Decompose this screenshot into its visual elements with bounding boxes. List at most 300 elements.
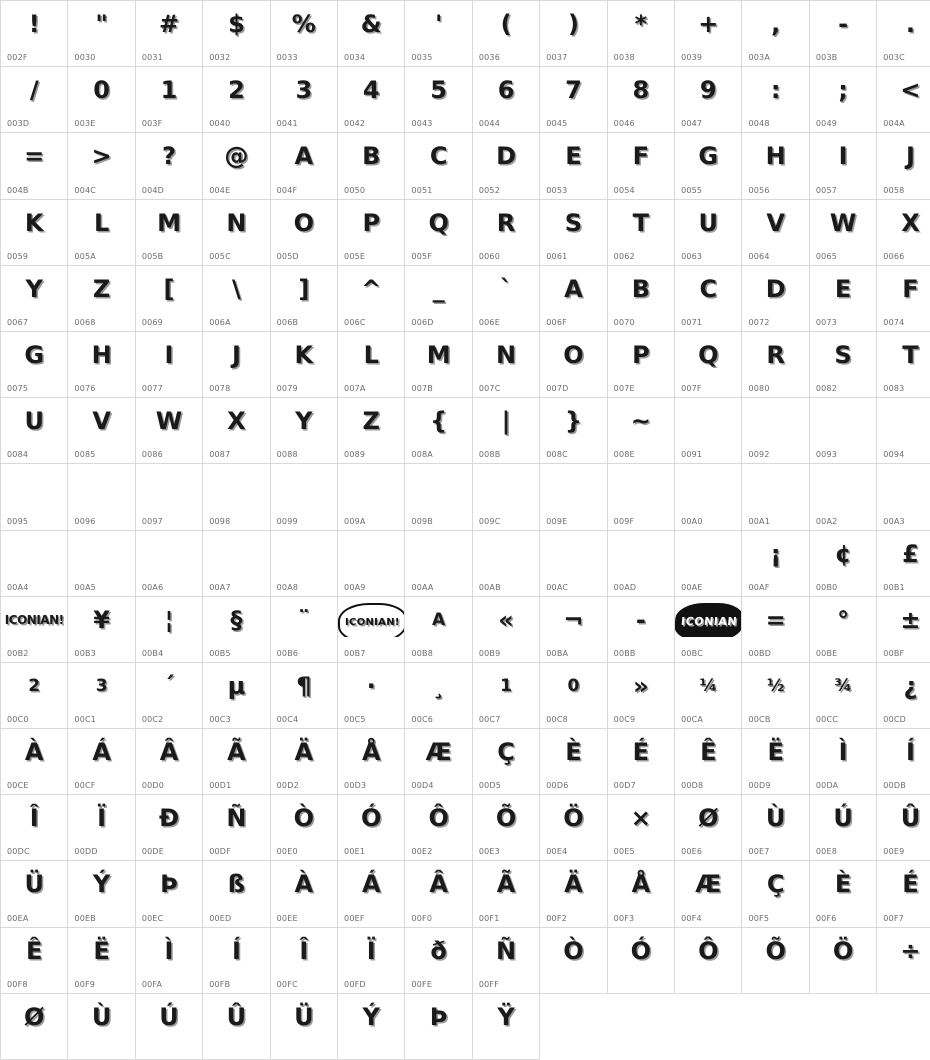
- character-code: 004D: [141, 185, 165, 195]
- character-code: 00F2: [546, 913, 567, 923]
- character-code: 0080: [748, 384, 770, 394]
- character-code: 00B4: [141, 648, 164, 658]
- character-code: 005C: [209, 251, 231, 261]
- glyph-preview: ;: [838, 76, 848, 105]
- character-code: 00DA: [815, 781, 839, 791]
- character-code: 00F7: [883, 913, 904, 923]
- glyph-preview: T: [902, 340, 919, 369]
- glyph-preview: À: [24, 738, 44, 767]
- character-code: 0030: [74, 53, 96, 63]
- character-code: 004A: [883, 119, 905, 129]
- character-code: 0056: [748, 185, 770, 195]
- character-code: 004F: [276, 185, 298, 195]
- glyph-preview: Ä: [564, 870, 583, 899]
- character-cell[interactable]: [135, 979, 202, 1059]
- character-code: 0067: [7, 317, 29, 327]
- character-code: 00EF: [344, 913, 365, 923]
- glyph-preview: F: [902, 274, 919, 303]
- character-code: 0072: [748, 317, 770, 327]
- character-code: 0094: [883, 450, 905, 460]
- glyph-preview: ¨: [297, 605, 310, 634]
- character-code: 00AC: [546, 582, 569, 592]
- character-code: 0054: [613, 185, 635, 195]
- glyph-preview: Ë: [767, 738, 784, 767]
- glyph-preview: >: [91, 142, 112, 171]
- glyph-preview: Î: [299, 936, 309, 965]
- character-code: 0042: [344, 119, 366, 129]
- character-code: 00C3: [209, 715, 231, 725]
- character-code: 00F6: [815, 913, 837, 923]
- character-cell-empty: [540, 993, 607, 1059]
- character-map-row: [1, 530, 930, 596]
- character-code: 00E8: [815, 847, 837, 857]
- character-code: 0045: [546, 119, 568, 129]
- glyph-preview: Õ: [495, 804, 517, 833]
- character-code: 00B3: [74, 648, 96, 658]
- glyph-preview: Ÿ: [497, 1002, 515, 1031]
- character-code: 00B7: [344, 648, 366, 658]
- character-code: 003C: [883, 53, 905, 63]
- character-code: 00C9: [613, 715, 636, 725]
- character-cell[interactable]: [1, 979, 68, 1059]
- glyph-preview: <: [900, 76, 921, 105]
- character-map-row: [1, 331, 930, 397]
- character-code: 0069: [141, 317, 163, 327]
- character-code: 0085: [74, 450, 96, 460]
- glyph-preview: ·: [366, 671, 376, 700]
- character-code: 00BA: [546, 648, 569, 658]
- glyph-preview: ð: [430, 936, 447, 965]
- glyph-preview: 6: [497, 76, 515, 105]
- glyph-preview: Y: [295, 407, 313, 436]
- glyph-preview: -: [838, 10, 849, 38]
- character-code: 00EC: [141, 913, 164, 923]
- glyph-preview: Ú: [159, 1002, 179, 1031]
- glyph-preview: É: [632, 738, 650, 767]
- glyph-preview: °: [837, 605, 850, 634]
- glyph-preview: =: [765, 605, 786, 634]
- character-code: 00ED: [209, 913, 232, 923]
- glyph-preview: Ý: [362, 1002, 380, 1031]
- character-code: 00FF: [478, 979, 500, 989]
- glyph-preview: +: [698, 10, 719, 38]
- character-cell-empty: [877, 993, 930, 1059]
- glyph-preview: Ì: [838, 738, 848, 767]
- character-code: 00EE: [276, 913, 298, 923]
- character-code: 00E3: [478, 847, 500, 857]
- character-code: 0099: [276, 516, 298, 526]
- character-cell[interactable]: [809, 913, 876, 993]
- character-code: 00D4: [411, 781, 434, 791]
- character-map-row: [1, 67, 930, 133]
- character-code: 005E: [344, 251, 366, 261]
- character-map-row: [1, 1, 930, 67]
- glyph-preview: µ: [227, 671, 246, 700]
- character-code: 00FB: [209, 979, 231, 989]
- character-code: 00E6: [681, 847, 703, 857]
- glyph-preview: I: [164, 340, 174, 369]
- character-code: 003D: [7, 119, 30, 129]
- glyph-preview: Ã: [496, 870, 516, 899]
- character-code: 0071: [681, 317, 703, 327]
- character-code: 006B: [276, 317, 299, 327]
- glyph-preview: R: [766, 340, 785, 369]
- character-code: 00C7: [478, 715, 501, 725]
- character-code: 00B8: [411, 648, 433, 658]
- character-code: 0087: [209, 450, 231, 460]
- character-code: 0063: [681, 251, 703, 261]
- glyph-preview: N: [496, 340, 517, 369]
- character-code: 0031: [141, 53, 163, 63]
- glyph-preview: ,: [771, 10, 781, 38]
- character-code: 006D: [411, 317, 434, 327]
- glyph-preview: C: [429, 142, 448, 171]
- glyph-preview: ¿: [903, 671, 918, 700]
- glyph-preview: 2: [28, 675, 41, 696]
- character-code: 0040: [209, 119, 231, 129]
- character-code: 008A: [411, 450, 433, 460]
- character-code: 00FD: [344, 979, 366, 989]
- character-cell[interactable]: [405, 979, 472, 1059]
- glyph-preview: Ê: [26, 936, 43, 965]
- glyph-preview: ¢: [834, 539, 852, 568]
- character-map-body: [1, 1, 930, 1060]
- character-code: 00F0: [411, 913, 433, 923]
- character-code: 005B: [141, 251, 164, 261]
- character-code: 00A2: [815, 516, 838, 526]
- character-code: 00E9: [883, 847, 905, 857]
- glyph-preview: «: [498, 605, 514, 634]
- glyph-preview: Q: [428, 208, 449, 237]
- glyph-preview: ß: [227, 870, 246, 899]
- glyph-preview: .: [905, 10, 916, 38]
- glyph-preview: ×: [630, 804, 651, 833]
- glyph-preview: -: [635, 605, 646, 634]
- character-code: 0089: [344, 450, 366, 460]
- glyph-preview: R: [496, 208, 516, 237]
- glyph-preview: È: [565, 738, 582, 767]
- glyph-preview: W: [829, 208, 857, 237]
- character-code: 00CD: [883, 715, 907, 725]
- character-code: 00A0: [681, 516, 703, 526]
- character-code: 00C4: [276, 715, 299, 725]
- character-code: 0032: [209, 53, 231, 63]
- glyph-preview: J: [906, 142, 915, 171]
- character-code: 00B0: [815, 582, 838, 592]
- glyph-preview: Á: [361, 870, 381, 899]
- glyph-preview: Ù: [91, 1002, 112, 1031]
- glyph-preview: Â: [159, 738, 179, 767]
- character-code: 00DB: [883, 781, 906, 791]
- character-code: 00D1: [209, 781, 232, 791]
- character-code: 008C: [546, 450, 568, 460]
- character-cell[interactable]: [338, 979, 405, 1059]
- glyph-preview: Ô: [428, 804, 449, 833]
- character-cell[interactable]: [742, 913, 809, 993]
- glyph-preview: ¾: [834, 675, 852, 696]
- glyph-preview: Ü: [24, 870, 44, 899]
- character-code: 00E4: [546, 847, 568, 857]
- character-code: 00E5: [613, 847, 635, 857]
- glyph-preview: H: [765, 142, 786, 171]
- glyph-preview: ¥: [93, 605, 110, 634]
- glyph-preview: G: [24, 340, 45, 369]
- glyph-preview: S: [564, 208, 583, 237]
- character-cell-empty: [607, 993, 674, 1059]
- character-cell-empty: [809, 993, 876, 1059]
- character-code: 005A: [74, 251, 96, 261]
- character-cell[interactable]: [877, 913, 930, 993]
- glyph-preview: (: [500, 10, 512, 38]
- glyph-preview: Î: [29, 804, 39, 833]
- glyph-preview: |: [501, 407, 511, 436]
- character-code: 00F3: [613, 913, 635, 923]
- glyph-preview: A: [564, 274, 583, 303]
- character-cell-empty: [742, 993, 809, 1059]
- glyph-preview: K: [294, 340, 314, 369]
- glyph-badge: ICONIAN: [675, 603, 741, 637]
- glyph-preview: Õ: [765, 936, 786, 965]
- glyph-preview: 1: [160, 76, 178, 105]
- glyph-preview: 2: [228, 76, 245, 105]
- glyph-preview: #: [158, 10, 180, 38]
- character-code: 0082: [815, 384, 838, 394]
- glyph-preview: ": [95, 10, 108, 38]
- glyph-preview: L: [93, 208, 110, 237]
- glyph-preview: Ã: [227, 738, 246, 767]
- character-code: 003F: [141, 119, 163, 129]
- character-code: 002F: [7, 53, 28, 63]
- glyph-preview: Û: [226, 1002, 247, 1031]
- glyph-preview: Å: [631, 870, 651, 899]
- glyph-preview: T: [632, 208, 650, 237]
- character-code: 0077: [141, 384, 163, 394]
- character-code: 004E: [209, 185, 231, 195]
- glyph-preview: ]: [298, 274, 310, 303]
- character-code: 0055: [681, 185, 703, 195]
- glyph-preview: :: [770, 76, 781, 105]
- character-code: 003B: [815, 53, 838, 63]
- glyph-preview: N: [226, 208, 247, 237]
- character-map-row: [1, 729, 930, 795]
- glyph-preview: U: [698, 208, 719, 237]
- character-code: 0083: [883, 384, 905, 394]
- character-code: 008E: [613, 450, 635, 460]
- character-code: 00E1: [344, 847, 366, 857]
- glyph-preview: Á: [92, 738, 111, 767]
- glyph-preview: Ï: [366, 936, 376, 965]
- character-code: 0039: [681, 53, 703, 63]
- glyph-preview: Æ: [695, 870, 722, 899]
- character-cell[interactable]: [607, 913, 674, 993]
- character-code: 00D9: [748, 781, 771, 791]
- character-code: 00FE: [411, 979, 433, 989]
- character-map-row: [1, 795, 930, 861]
- glyph-preview: Z: [362, 407, 380, 436]
- glyph-preview: Ò: [293, 804, 315, 833]
- character-code: 00C6: [411, 715, 434, 725]
- glyph-preview: ': [434, 10, 443, 38]
- character-code: 0065: [815, 251, 838, 261]
- character-code: 00AD: [613, 582, 637, 592]
- character-map-row: [1, 861, 930, 927]
- glyph-preview: ´: [163, 671, 176, 700]
- character-code: 005F: [411, 251, 433, 261]
- glyph-preview: Y: [25, 274, 43, 303]
- character-code: 0061: [546, 251, 568, 261]
- glyph-preview: Â: [429, 870, 448, 899]
- glyph-preview: G: [698, 142, 719, 171]
- character-map-row: [1, 265, 930, 331]
- glyph-preview: Í: [906, 738, 915, 767]
- character-code: 00B6: [276, 648, 299, 658]
- character-code: 004B: [7, 185, 29, 195]
- character-code: 0079: [276, 384, 298, 394]
- character-code: 00BF: [883, 648, 905, 658]
- character-code: 00AF: [748, 582, 770, 592]
- glyph-preview: Ø: [24, 1002, 45, 1031]
- glyph-preview: Þ: [429, 1002, 448, 1031]
- character-code: 0097: [141, 516, 163, 526]
- character-code: 00EA: [7, 913, 29, 923]
- glyph-preview: E: [565, 142, 582, 171]
- glyph-preview: Ý: [92, 870, 111, 899]
- character-cell[interactable]: [270, 979, 337, 1059]
- glyph-preview: Ü: [294, 1002, 314, 1031]
- character-code: 0038: [613, 53, 635, 63]
- glyph-preview: Ì: [164, 936, 174, 965]
- glyph-preview: ^: [361, 274, 382, 303]
- character-code: 00BB: [613, 648, 636, 658]
- character-code: 00A9: [344, 582, 366, 592]
- character-code: 00A6: [141, 582, 164, 592]
- glyph-preview: Û: [900, 804, 921, 833]
- glyph-preview: 0: [93, 76, 110, 105]
- glyph-preview: /: [29, 76, 39, 105]
- glyph-preview: Ó: [361, 804, 382, 833]
- glyph-preview: Ö: [832, 936, 854, 965]
- character-cell[interactable]: [675, 913, 742, 993]
- character-code: 0074: [883, 317, 905, 327]
- character-code: 00CC: [815, 715, 839, 725]
- glyph-preview: V: [766, 208, 785, 237]
- character-cell[interactable]: [472, 979, 539, 1059]
- character-map-row: [1, 464, 930, 530]
- character-code: 009F: [613, 516, 635, 526]
- glyph-preview: A: [432, 609, 446, 630]
- character-code: 0098: [209, 516, 231, 526]
- glyph-preview: 8: [632, 76, 650, 105]
- character-code: 00C8: [546, 715, 568, 725]
- glyph-preview: ICONIAN!: [4, 612, 64, 627]
- glyph-preview: `: [500, 274, 513, 303]
- glyph-preview: !: [28, 10, 40, 38]
- glyph-preview: 3: [95, 675, 108, 696]
- glyph-preview: ¬: [563, 605, 584, 634]
- character-cell[interactable]: [68, 979, 135, 1059]
- character-code: 0033: [276, 53, 298, 63]
- glyph-preview: È: [834, 870, 852, 899]
- glyph-preview: E: [834, 274, 852, 303]
- glyph-preview: &: [360, 10, 382, 38]
- character-code: 0076: [74, 384, 96, 394]
- glyph-preview: P: [632, 340, 650, 369]
- glyph-preview: ~: [630, 407, 651, 436]
- character-code: 006C: [344, 317, 366, 327]
- character-code: 00A5: [74, 582, 96, 592]
- glyph-preview: D: [765, 274, 786, 303]
- glyph-preview: I: [838, 142, 848, 171]
- character-code: 0058: [883, 185, 905, 195]
- glyph-preview: 9: [699, 76, 717, 105]
- character-code: 0048: [748, 119, 770, 129]
- character-code: 00C5: [344, 715, 366, 725]
- glyph-preview: 7: [565, 76, 582, 105]
- glyph-preview: ¸: [432, 671, 445, 700]
- character-code: 0093: [815, 450, 838, 460]
- glyph-preview: \: [232, 274, 241, 303]
- character-cell[interactable]: [203, 979, 270, 1059]
- glyph-preview: U: [24, 407, 44, 436]
- glyph-preview: H: [91, 340, 112, 369]
- glyph-preview: Ê: [700, 738, 717, 767]
- character-code: 00A1: [748, 516, 771, 526]
- character-code: 00A4: [7, 582, 29, 592]
- character-code: 00AE: [681, 582, 703, 592]
- character-code: 00DD: [74, 847, 98, 857]
- character-code: 0073: [815, 317, 838, 327]
- glyph-preview: Ï: [97, 804, 107, 833]
- character-code: 006A: [209, 317, 231, 327]
- character-code: 00BD: [748, 648, 772, 658]
- character-code: 00BC: [681, 648, 703, 658]
- character-code: 0088: [276, 450, 298, 460]
- glyph-preview: 4: [362, 76, 380, 105]
- glyph-preview: ¼: [699, 675, 718, 696]
- character-code: 00DF: [209, 847, 231, 857]
- glyph-bubble: ICONIAN!: [338, 603, 404, 637]
- character-code: 0086: [141, 450, 163, 460]
- character-code: 00C2: [141, 715, 164, 725]
- character-code: 00CA: [681, 715, 704, 725]
- character-map-row: [1, 662, 930, 728]
- character-map-row: [1, 199, 930, 265]
- character-code: 007E: [613, 384, 635, 394]
- character-code: 006F: [546, 317, 567, 327]
- character-code: 003E: [74, 119, 96, 129]
- glyph-preview: Ë: [93, 936, 110, 965]
- glyph-preview: Æ: [425, 738, 452, 767]
- character-code: 00B9: [478, 648, 501, 658]
- character-code: 0034: [344, 53, 366, 63]
- glyph-preview: ÷: [900, 936, 921, 965]
- character-code: 0053: [546, 185, 568, 195]
- character-code: 00F5: [748, 913, 770, 923]
- character-code: 0050: [344, 185, 366, 195]
- character-map-row: [1, 133, 930, 199]
- glyph-preview: »: [633, 671, 649, 700]
- character-code: 00E7: [748, 847, 770, 857]
- character-code: 00BE: [815, 648, 838, 658]
- glyph-preview: Ú: [833, 804, 853, 833]
- glyph-preview: Ñ: [226, 804, 247, 833]
- glyph-preview: B: [631, 274, 650, 303]
- glyph-preview: S: [834, 340, 852, 369]
- glyph-preview: Q: [698, 340, 719, 369]
- glyph-preview: Ô: [698, 936, 719, 965]
- glyph-preview: P: [362, 208, 381, 237]
- character-cell[interactable]: [540, 913, 607, 993]
